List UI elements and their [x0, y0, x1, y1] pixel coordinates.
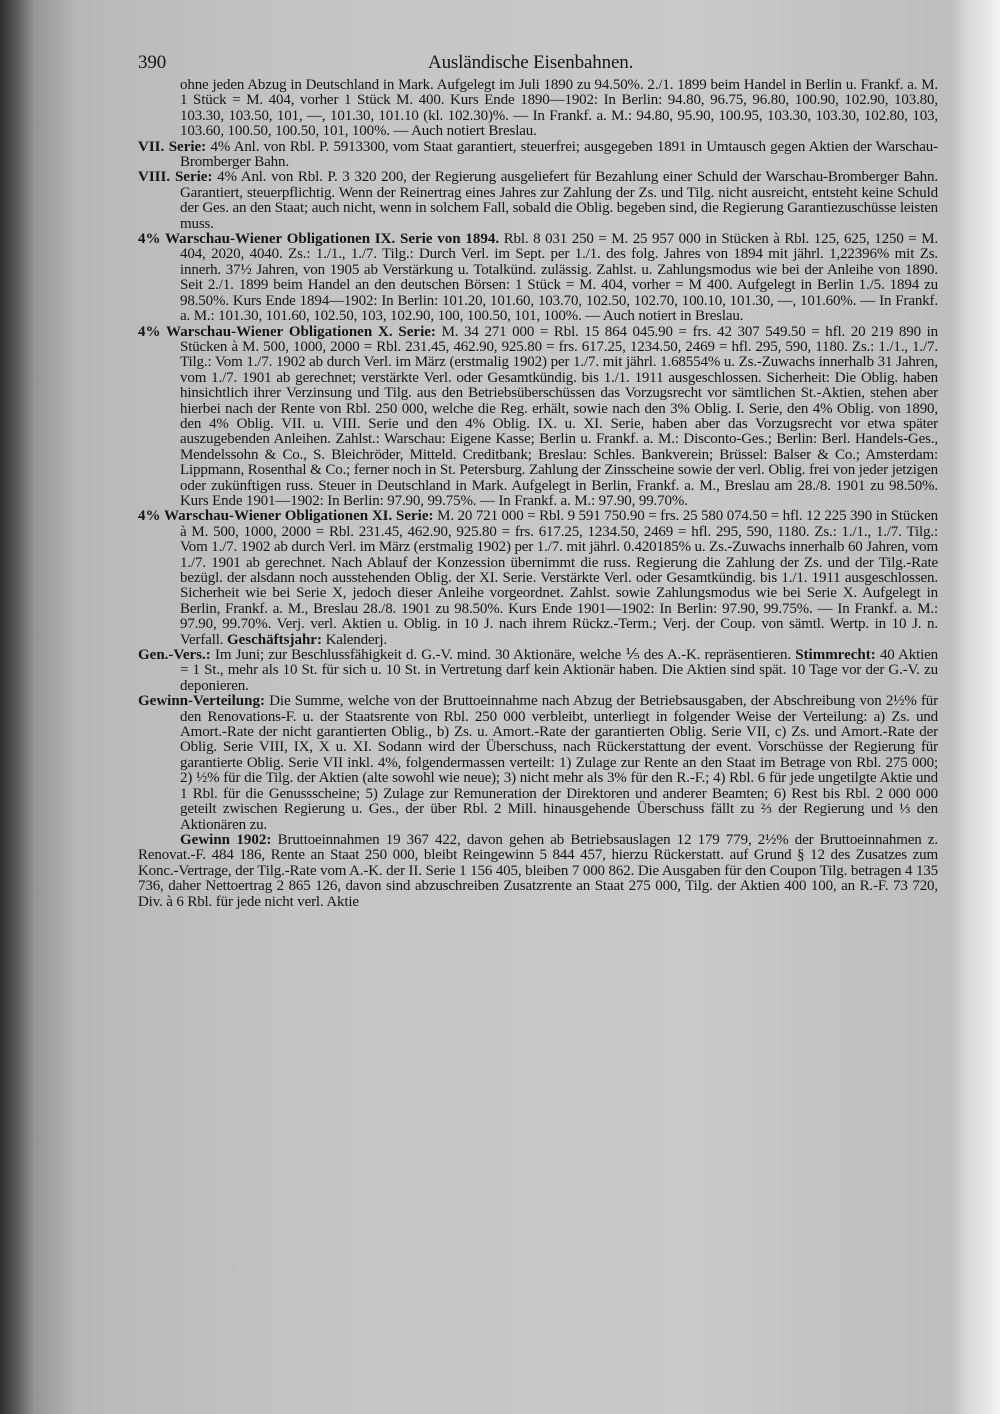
page-edge-highlight	[950, 0, 1000, 1414]
page-number: 390	[138, 52, 167, 73]
paragraph-lead: Stimmrecht:	[795, 647, 876, 664]
paragraph-text: Die Summe, welche von der Bruttoeinnahme nach Abzug der Betriebsausgaben, der Abschreibung von 2½% für den Renovations-F. u. der Staatsrente von Rbl. 250 000 verbleibt, unterliegt in folgender Weise der Verteilung: a) Zs. und Amort.-Rate der nicht garantierten Oblig., b) Zs. u. Amort.-Rate der garantierten Oblig. Serie VII, c) Zs. und Amort.-Rate der Oblig. Serie VIII, IX, X u. XI. Sodann wird der Überschuss, nach Rückerstattung der event. Vorschüsse der Regierung für garantierte Oblig. Serie VII inkl. 4%, folgendermassen verteilt: 1) Zulage zur Rente an den Staat im Betrage von Rbl. 275 000; 2) ½% für die Tilg. der Aktien (alte sowohl wie neue); 3) nicht mehr als 3% für den R.-F.; 4) Rbl. 6 für jede ungetilgte Aktie und 1 Rbl. für die Genussscheine; 5) Zulage zur Remuneration der Direktoren und anderer Beamten; 6) Rest bis Rbl. 2 000 000 geteilt zwischen Regierung u. Ges., der über Rbl. 2 Mill. hinausgehende Überschuss fällt zu ⅔ der Regierung und ⅓ den Aktionären zu.	[180, 693, 938, 833]
book-spine-shadow	[0, 0, 36, 1414]
text-body	[138, 78, 938, 910]
paragraph-serie-viii	[138, 170, 938, 232]
running-title: Ausländische Eisenbahnen.	[428, 52, 634, 73]
paragraph-lead: 4% Warschau-Wiener Obligationen XI. Serie:	[138, 508, 434, 525]
paragraph-text: 4% Anl. von Rbl. P. 3 320 200, der Regierung ausgeliefert für Bezahlung einer Schuld der Warschau-Bromberger Bahn. Garantiert, steuerpflichtig. Wenn der Reinertrag eines Jahres zur Zahlung der Zs. und Tilg. nicht ausreicht, entsteht keine Schuld der Ges. an den Staat; auch nicht, wenn in solchem Fall, sobald die Oblig. begeben sind, die Regierung Garantiezuschüsse leisten muss.	[180, 169, 938, 232]
paragraph-lead: VIII. Serie:	[138, 169, 213, 186]
page-header	[138, 48, 938, 78]
paragraph-gewinn-1902	[138, 833, 938, 910]
paragraph-text: Kalenderj.	[325, 631, 387, 648]
paragraph-gewinn-verteilung	[138, 694, 938, 833]
paragraph-lead: Gen.-Vers.:	[138, 647, 211, 664]
paragraph-obligationen-ix	[138, 232, 938, 324]
paragraph-text: Bruttoeinnahmen 19 367 422, davon gehen ab Betriebsauslagen 12 179 779, 2½% der Bruttoeinnahmen z. Renovat.-F. 484 186, Rente an Staat 250 000, bleibt Reingewinn 5 844 457, hierzu Rückerstatt. auf Grund § 12 des Zusatzes zum Konc.-Vertrage, der Tilg.-Rate vom A.-K. der II. Serie 1 156 405, bleiben 7 000 862. Die Ausgaben für den Coupon Tilg. betragen 4 135 736, daher Nettoertrag 2 865 126, davon sind abzuschreiben Zusatzrente an Staat 275 000, Tilg. der Aktien 400 100, an R.-F. 73 720, Div. à 6 Rbl. für jede nicht verl. Aktie	[138, 831, 938, 910]
paragraph-text: 4% Anl. von Rbl. P. 5913300, vom Staat garantiert, steuerfrei; ausgegeben 1891 in Umtausch gegen Aktien der Warschau-Bromberger Bahn.	[180, 138, 938, 171]
paragraph-obligationen-xi	[138, 509, 938, 648]
paragraph-text: Rbl. 8 031 250 = M. 25 957 000 in Stücken à Rbl. 125, 625, 1250 = M. 404, 2020, 4040. Zs.: 1./1., 1./7. Tilg.: Durch Verl. im Sept. per 1./1. des folg. Jahres von 1894 mit jährl. 1,22396% mit Zs. innerh. 37½ Jahren, von 1905 ab Verstärkung u. Totalkünd. zulässig. Zahlst. u. Zahlungsmodus wie bei der Anleihe von 1890. Seit 2./1. 1899 beim Handel an den deutschen Börsen: 1 Stück = M. 404, vorher = M 400. Aufgelegt in Berlin 1./5. 1894 zu 98.50%. Kurs Ende 1894—1902: In Berlin: 101.20, 101.60, 103.70, 102.50, 102.70, 100.10, 101.30, —, 101.60%. — In Frankf. a. M.: 101.30, 101.60, 102.50, 103, 102.90, 100, 100.50, 101, 100%. — Auch notiert in Breslau.	[180, 231, 938, 325]
book-page	[138, 48, 938, 1408]
paragraph-lead: Gewinn-Verteilung:	[138, 693, 265, 710]
paragraph-continuation	[138, 78, 938, 140]
paragraph-text: Im Juni; zur Beschlussfähigkeit d. G.-V. mind. 30 Aktionäre, welche ⅕ des A.-K. repräsentieren.	[215, 647, 791, 664]
paragraph-lead: Gewinn 1902:	[180, 831, 272, 848]
paragraph-lead: 4% Warschau-Wiener Obligationen X. Serie:	[138, 323, 436, 340]
paragraph-text: ohne jeden Abzug in Deutschland in Mark. Aufgelegt im Juli 1890 zu 94.50%. 2./1. 1899 beim Handel in Berlin u. Frankf. a. M. 1 Stück = M. 404, vorher 1 Stück M. 400. Kurs Ende 1890—1902: In Berlin: 94.80, 96.75, 96.80, 100.90, 102.90, 103.80, 103.30, 103.50, 101, —, 101.30, 101.10 (kl. 102.30)%. — In Frankf. a. M.: 94.80, 95.90, 100.95, 103.30, 103.30, 102.80, 103, 103.60, 100.50, 100.50, 101, 100%. — Auch notiert Breslau.	[180, 77, 938, 140]
paragraph-gen-vers	[138, 648, 938, 694]
paragraph-text: 40 Aktien = 1 St., mehr als 10 St. für sich u. 10 St. in Vertretung darf kein Aktionär haben. Die Aktien sind spät. 10 Tage vor der G.-V. zu deponieren.	[180, 647, 938, 694]
paragraph-text: M. 20 721 000 = Rbl. 9 591 750.90 = frs. 25 580 074.50 = hfl. 12 225 390 in Stücken à M. 500, 1000, 2000 = Rbl. 231.45, 462.90, 925.80 = frs. 617.25, 1234.50, 2469 = hfl. 295, 590, 1180. Zs.: 1./1., 1./7. Tilg.: Vom 1./7. 1902 ab durch Verl. im März (erstmalig 1902) per 1./7. mit jährl. 0.420185% u. Zs.-Zuwachs innerhalb 60 Jahren, vom 1./7. 1901 ab gerechnet. Nach Ablauf der Konzession übernimmt die russ. Regierung die Zahlung der Zs. und der Tilg.-Rate bezügl. der alsdann noch ausstehenden Oblig. der XI. Serie. Verstärkte Verl. oder Gesamtkündig. bis 1./1. 1911 ausgeschlossen. Sicherheit wie bei Serie X, jedoch dieser Anleihe vorgeordnet. Zahlst. sowie Zahlungsmodus wie bei Serie X. Aufgelegt in Berlin, Frankf. a. M., Breslau 28./8. 1901 zu 98.50%. Kurs Ende 1901—1902: In Berlin: 97.90, 99.75%. — In Frankf. a. M.: 97.90, 99.70%. Verj. verl. Aktien u. Oblig. in 10 J. nach ihrem Rückz.-Term.; Verj. der Coup. von sämtl. Wertp. in 10 J. n. Verfall.	[180, 508, 938, 648]
paragraph-obligationen-x	[138, 325, 938, 510]
paragraph-lead: 4% Warschau-Wiener Obligationen IX. Serie von 1894.	[138, 231, 500, 248]
paragraph-lead: Geschäftsjahr:	[226, 631, 322, 648]
paragraph-text: M. 34 271 000 = Rbl. 15 864 045.90 = frs. 42 307 549.50 = hfl. 20 219 890 in Stücken à M. 500, 1000, 2000 = Rbl. 231.45, 462.90, 925.80 = frs. 617.25, 1234.50, 2469 = hfl. 295, 590, 1180. Zs.: 1./1., 1./7. Tilg.: Vom 1./7. 1902 ab durch Verl. im März (erstmalig 1902) per 1./7. mit jährl. 1.68554% u. Zs.-Zuwachs innerhalb 31 Jahren, vom 1./7. 1901 ab gerechnet; verstärkte Verl. oder Gesamtkündig. bis 1./1. 1911 ausgeschlossen. Sicherheit: Die Oblig. haben hinsichtlich ihrer Verzinsung und Tilg. aus den Betriebsüberschüssen das Vorzugsrecht vor sämtlichen St.-Aktien, stehen aber hierbei nach der Rente von Rbl. 250 000, welche die Reg. erhält, sowie nach den 3% Oblig. I. Serie, den 4% Oblig. von 1890, den 4% Oblig. VII. u. VIII. Serie und den 4% Oblig. IX. u. XI. Serie, haben aber das Vorzugsrecht vor etwa später auszugebenden Anleihen. Zahlst.: Warschau: Eigene Kasse; Berlin u. Frankf. a. M.: Disconto-Ges.; Berlin: Berl. Handels-Ges., Mendelssohn & Co., S. Bleichröder, Mitteld. Creditbank; Breslau: Schles. Bankverein; Brüssel: Balser & Co.; Amsterdam: Lippmann, Rosenthal & Co.; ferner noch in St. Petersburg. Zahlung der Zinsscheine sowie der verl. Oblig. frei von jeder jetzigen oder zukünftigen russ. Steuer in Deutschland in Mark. Aufgelegt in Berlin, Frankf. a. M., Breslau am 28./8. 1901 zu 98.50%. Kurs Ende 1901—1902: In Berlin: 97.90, 99.75%. — In Frankf. a. M.: 97.90, 99.70%.	[180, 323, 938, 509]
paragraph-lead: VII. Serie:	[138, 138, 207, 155]
paragraph-serie-vii	[138, 140, 938, 171]
